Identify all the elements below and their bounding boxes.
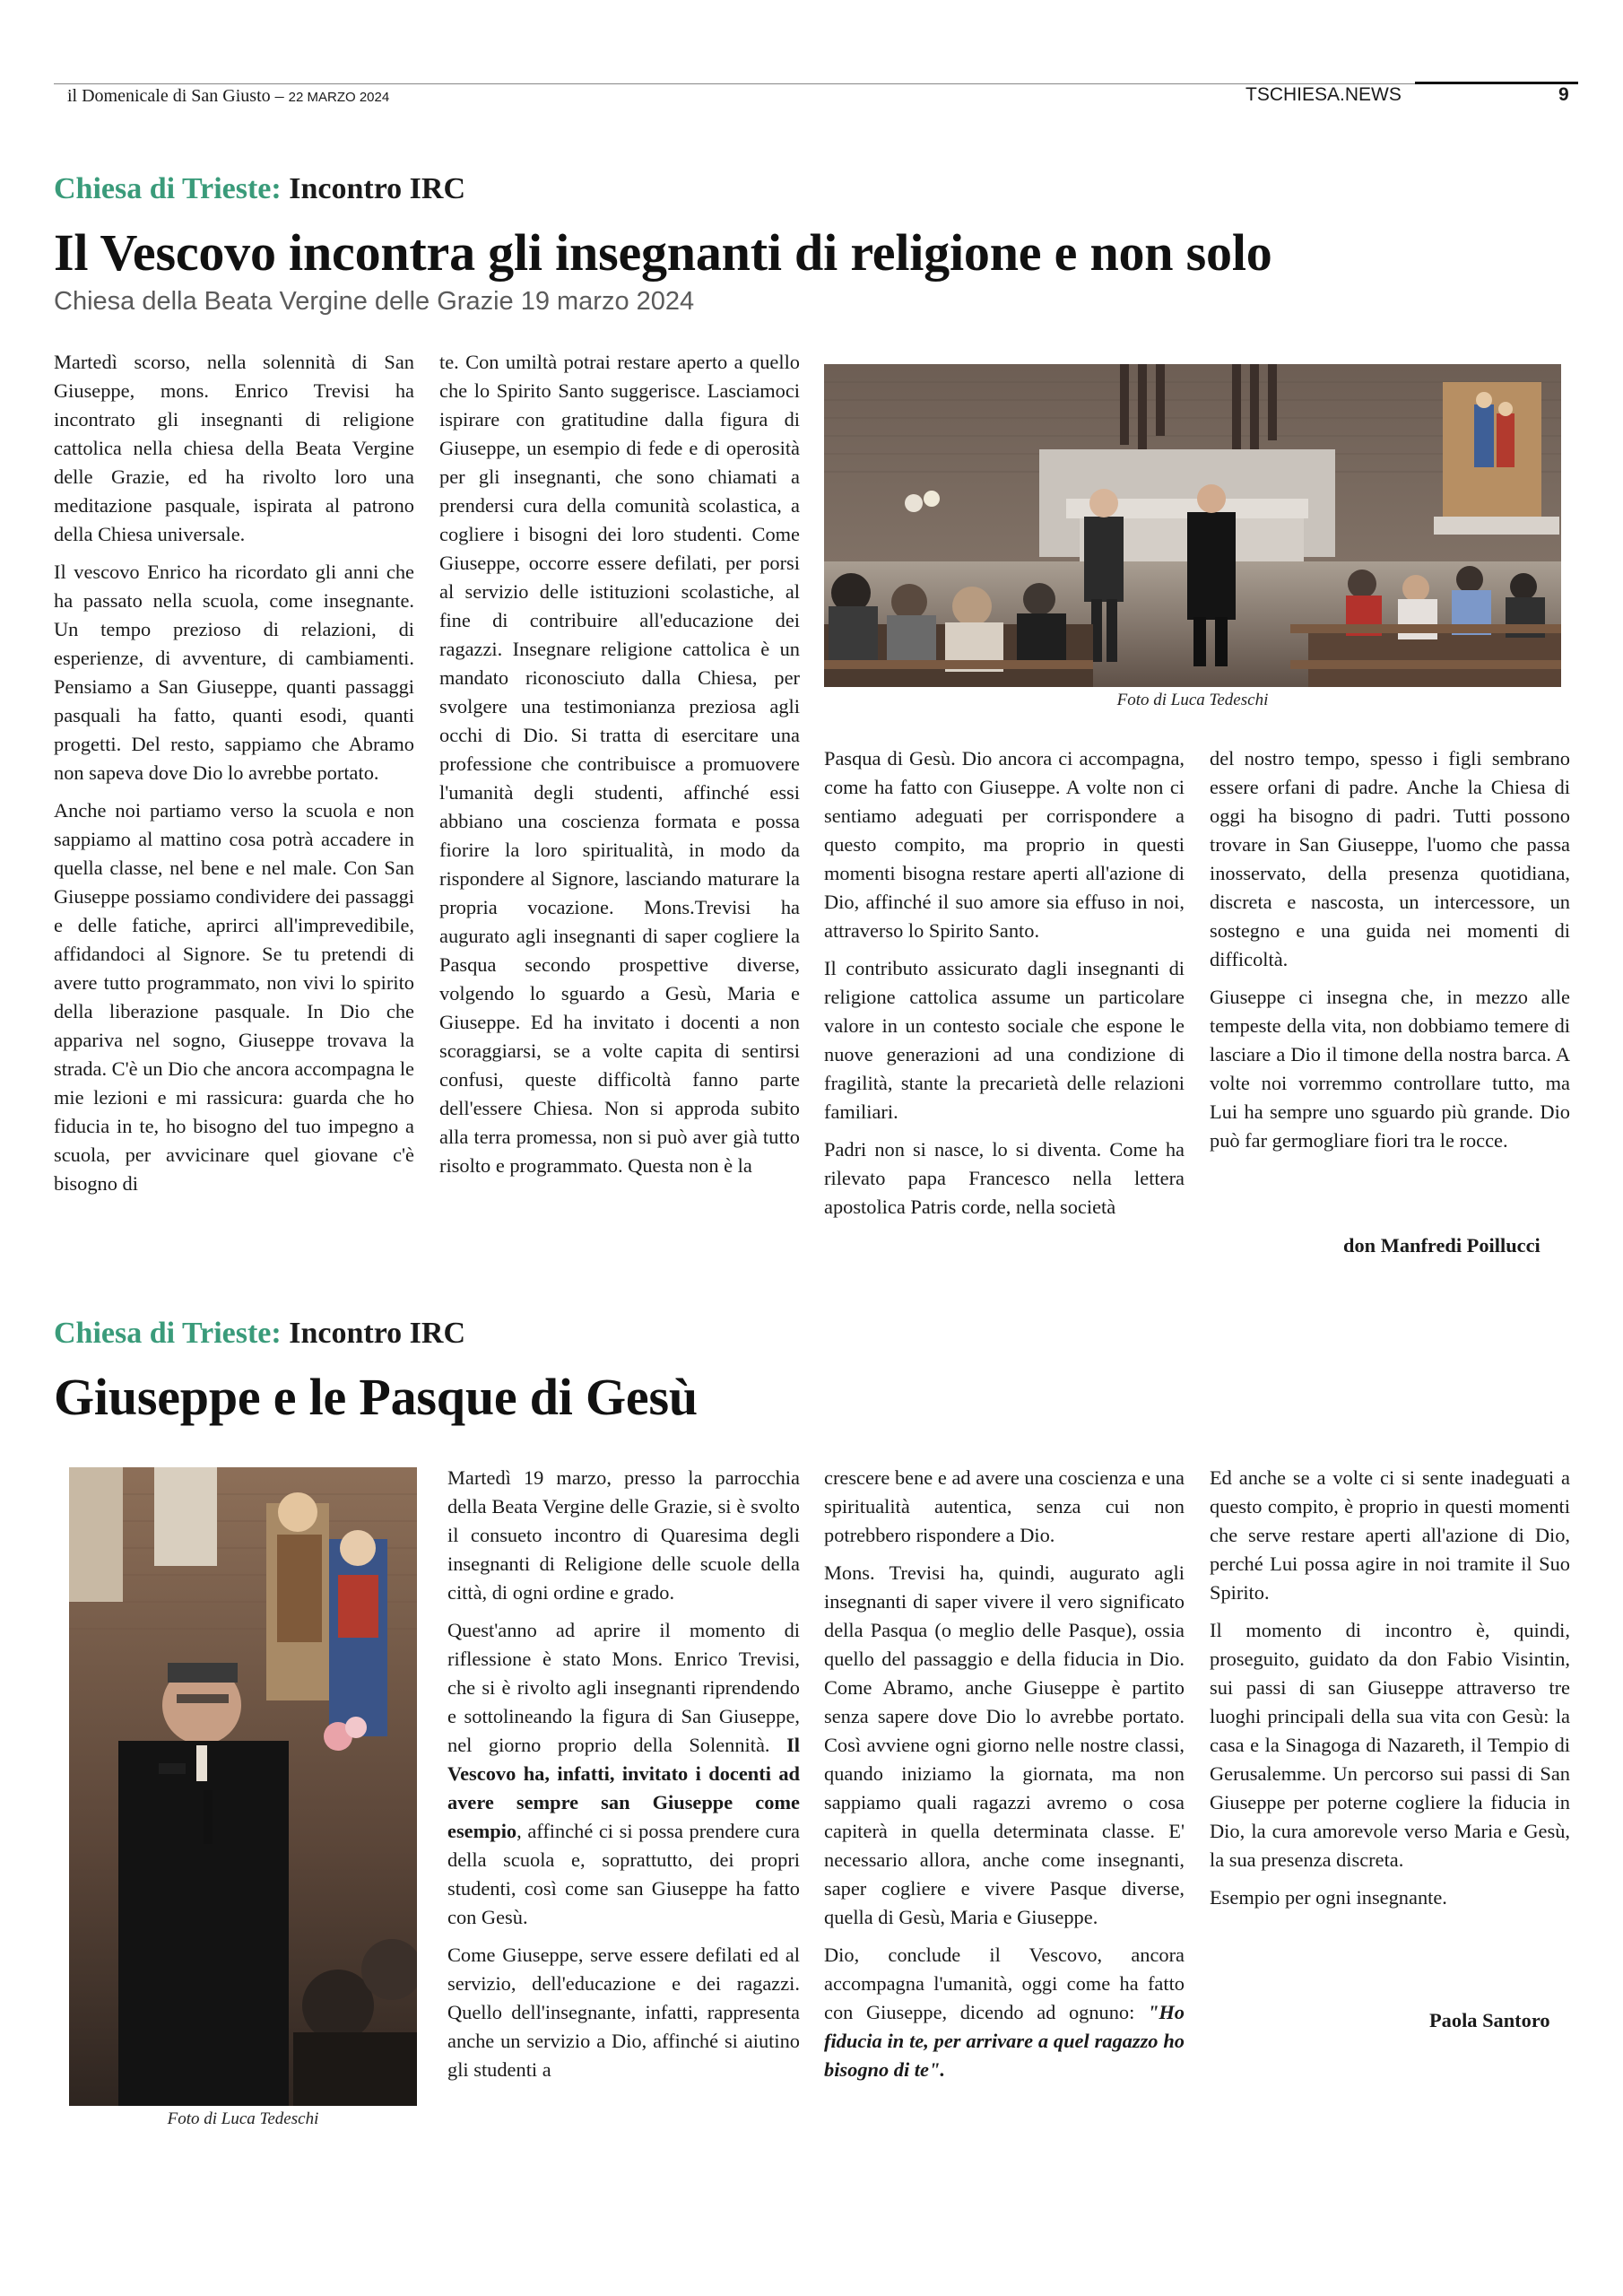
paragraph: Il contributo assicurato dagli insegnanti di religione cattolica assume un particolare valore in un contesto sociale che espone le nuove generazioni ad una condizione di fragilità, stante la precarietà delle relazioni familiari.: [824, 957, 1185, 1123]
article2-photo: [69, 1467, 417, 2106]
article1-column-1: [54, 348, 414, 1198]
article1-topic: Incontro IRC: [289, 172, 466, 205]
article2-headline: Giuseppe e le Pasque di Gesù: [54, 1368, 698, 1426]
paragraph: Martedì scorso, nella solennità di San Giuseppe, mons. Enrico Trevisi ha incontrato gli insegnanti di religione cattolica nella chiesa della Beata Vergine delle Grazie, ed ha rivolto loro una meditazione pasquale, ispirata al patrono della Chiesa universale.: [54, 351, 414, 545]
paragraph-emphasis: Il Vescovo ha, infatti, invitato i docenti ad avere sempre san Giuseppe come esempio: [447, 1734, 800, 1842]
publication-line: [67, 86, 389, 107]
paragraph: Ed anche se a volte ci si sente inadeguati a questo compito, è proprio in questi momenti che serve restare aperti all'azione di Dio, perché Lui possa agire in noi tramite il Suo Spirito.: [1210, 1466, 1570, 1604]
page-number: 9: [1558, 84, 1569, 105]
article1-subtitle: Chiesa della Beata Vergine delle Grazie 19 marzo 2024: [54, 287, 695, 316]
paragraph: [447, 1616, 800, 1932]
paragraph: Come Giuseppe, serve essere defilati ed al servizio, dell'educazione e dei ragazzi. Quello dell'insegnante, infatti, rappresenta anche un servizio a Dio, affinché si aiutino gli studenti a: [447, 1944, 800, 2081]
paragraph: Il momento di incontro è, quindi, proseguito, guidato da don Fabio Visintin, sui passi di san Giuseppe attraverso tre luoghi principali della sua vita con Gesù: la casa e la Sinagoga di Nazareth, il Tempio di Gerusalemme. Un percorso sui passi di San Giuseppe per poterne cogliere la fiducia in Dio, la cura amorevole verso Maria e Gesù, la sua presenza discreta.: [1210, 1619, 1570, 1871]
article1-category: Chiesa di Trieste:: [54, 172, 282, 205]
article1-kicker: [54, 172, 465, 206]
paragraph: del nostro tempo, spesso i figli sembrano essere orfani di padre. Anche la Chiesa di oggi ha bisogno di padri. Tutti possono trovare in San Giuseppe, l'uomo che passa inosservato, della presenza quotidiana, discreta e nascosta, un intercessore, un sostegno e una guida nei momenti di difficoltà.: [1210, 747, 1570, 970]
paragraph: Esempio per ogni insegnante.: [1210, 1886, 1447, 1909]
paragraph: Pasqua di Gesù. Dio ancora ci accompagna, come ha fatto con Giuseppe. A volte non ci sentiamo adeguati per corrispondere a questo compito, ma proprio in questi momenti bisogna restare aperti all'azione di Dio, affinché il suo amore sia effuso in noi, attraverso lo Spirito Santo.: [824, 747, 1185, 942]
header-rule-accent: [1415, 82, 1578, 84]
paragraph: Giuseppe ci insegna che, in mezzo alle tempeste della vita, non dobbiamo temere di lasciare a Dio il timone della nostra barca. A volte noi vorremmo controllare tutto, ma Lui ha sempre uno sguardo più grande. Dio può far germogliare fiori tra le rocce.: [1210, 986, 1570, 1152]
article2-topic: Incontro IRC: [289, 1317, 466, 1350]
article1-column-2: [439, 348, 800, 1180]
article2-column-1: [447, 1464, 800, 2084]
article1-photo-caption: Foto di Luca Tedeschi: [1116, 691, 1269, 709]
paragraph-text: , affinché ci si possa prendere cura della scuola e, soprattutto, dei propri studenti, così come san Giuseppe ha fatto con Gesù.: [447, 1820, 800, 1928]
paragraph: Anche noi partiamo verso la scuola e non sappiamo al mattino cosa potrà accadere in quella classe, nel bene e nel male. Con San Giuseppe possiamo condividere dei passaggi e delle fatiche, aprirci all'imprevedibile, affidandoci al Signore. Se tu pretendi di avere tutto programmato, non vivi lo spirito della liberazione pasquale. In Dio che appariva nel sogno, Giuseppe trovava la strada. C'è un Dio che ancora accompagna le mie lezioni e mi rassicura: guarda che ho fiducia in te, ho bisogno del tuo impegno a scuola, per avvicinare quel giovane c'è bisogno di: [54, 799, 414, 1195]
article2-column-2: [824, 1464, 1185, 2084]
issue-date: 22 MARZO 2024: [288, 90, 390, 105]
article1-headline: Il Vescovo incontra gli insegnanti di religione e non solo: [54, 223, 1272, 282]
publication-name: il Domenicale di San Giusto –: [67, 86, 284, 106]
article2-kicker: [54, 1317, 465, 1351]
article2-column-3: [1210, 1464, 1570, 1912]
site-name: TSCHIESA.NEWS: [1245, 84, 1402, 105]
paragraph: Martedì 19 marzo, presso la parrocchia della Beata Vergine delle Grazie, si è svolto il consueto incontro di Quaresima degli insegnanti di Religione delle scuole della città, di ogni ordine e grado.: [447, 1466, 800, 1604]
article2-byline: Paola Santoro: [1429, 2009, 1550, 2031]
paragraph-text: Dio, conclude il Vescovo, ancora accompagna l'umanità, oggi come ha fatto con Giuseppe, dicendo ad ognuno:: [824, 1944, 1185, 2023]
paragraph: Il vescovo Enrico ha ricordato gli anni che ha passato nella scuola, come insegnante. Un tempo prezioso di relazioni, di esperienze, di avventure, di cambiamenti. Pensiamo a San Giuseppe, quanti passaggi pasquali ha fatto, quanti esodi, quanti progetti. Del resto, sappiamo che Abramo non sapeva dove Dio lo avrebbe portato.: [54, 561, 414, 784]
paragraph-text: Quest'anno ad aprire il momento di riflessione è stato Mons. Enrico Trevisi, che si è rivolto agli insegnanti riprendendo e sottolineando la figura di San Giuseppe, nel giorno proprio della Solennità.: [447, 1619, 800, 1756]
paragraph: [824, 1941, 1185, 2084]
article2-category: Chiesa di Trieste:: [54, 1317, 282, 1350]
paragraph: Mons. Trevisi ha, quindi, augurato agli insegnanti di saper vivere il vero significato della Pasqua (o meglio delle Pasque), ossia quello del passaggio e della fiducia in Dio. Come Abramo, anche Giuseppe è partito senza sapere dove Dio lo avrebbe portato. Così avviene ogni giorno nelle nostre classi, quando iniziamo la giornata, ma non sappiamo quali ragazzi avremo o cosa capiterà in quella determinata classe. E' necessario allora, anche come insegnanti, saper cogliere e vivere Pasque diverse, quella di Gesù, Maria e Giuseppe.: [824, 1561, 1185, 1928]
article1-column-4: [1210, 744, 1570, 1155]
article2-photo-caption: Foto di Luca Tedeschi: [167, 2109, 319, 2128]
paragraph: Padri non si nasce, lo si diventa. Come ha rilevato papa Francesco nella lettera apostolica Patris corde, nella società: [824, 1138, 1185, 1218]
paragraph: te. Con umiltà potrai restare aperto a quello che lo Spirito Santo suggerisce. Lasciamoci ispirare con gratitudine dalla figura di Giuseppe, un esempio di fede e di operosità per gli insegnanti, che sono chiamati a prendersi cura della comunità scolastica, a cogliere i bisogni dei loro studenti. Come Giuseppe, occorre essere defilati, per porsi al servizio delle istituzioni scolastiche, al fine di contribuire all'educazione dei ragazzi. Insegnare religione cattolica è un mandato riconosciuto dalla Chiesa, per svolgere una testimonianza preziosa agli occhi di Dio. Si tratta di esercitare una professione che contribuisce a promuovere l'umanità degli studenti, affinché essi abbiano una coscienza formata e possa fiorire la loro spiritualità, in modo da rispondere al Signore, lasciando maturare la propria vocazione. Mons.Trevisi ha augurato agli insegnanti di saper cogliere la Pasqua secondo prospettive diverse, volgendo lo sguardo a Gesù, Maria e Giuseppe. Ed ha invitato i docenti a non scoraggiarsi, se a volte capita di sentirsi confusi, queste difficoltà fanno parte dell'essere Chiesa. Non si approda subito alla terra promessa, non si può aver già tutto risolto e programmato. Questa non è la: [439, 351, 800, 1177]
bishop-speaking-photo: [69, 1467, 417, 2106]
article1-column-3: [824, 744, 1185, 1222]
paragraph: crescere bene e ad avere una coscienza e una spiritualità autentica, senza cui non potrebbero rispondere a Dio.: [824, 1466, 1185, 1546]
church-meeting-photo: [824, 364, 1561, 687]
article1-photo: [824, 364, 1561, 687]
quotation: "Ho fiducia in te, per arrivare a quel ragazzo ho bisogno di te".: [824, 2001, 1185, 2081]
article1-byline: don Manfredi Poillucci: [1343, 1234, 1541, 1257]
